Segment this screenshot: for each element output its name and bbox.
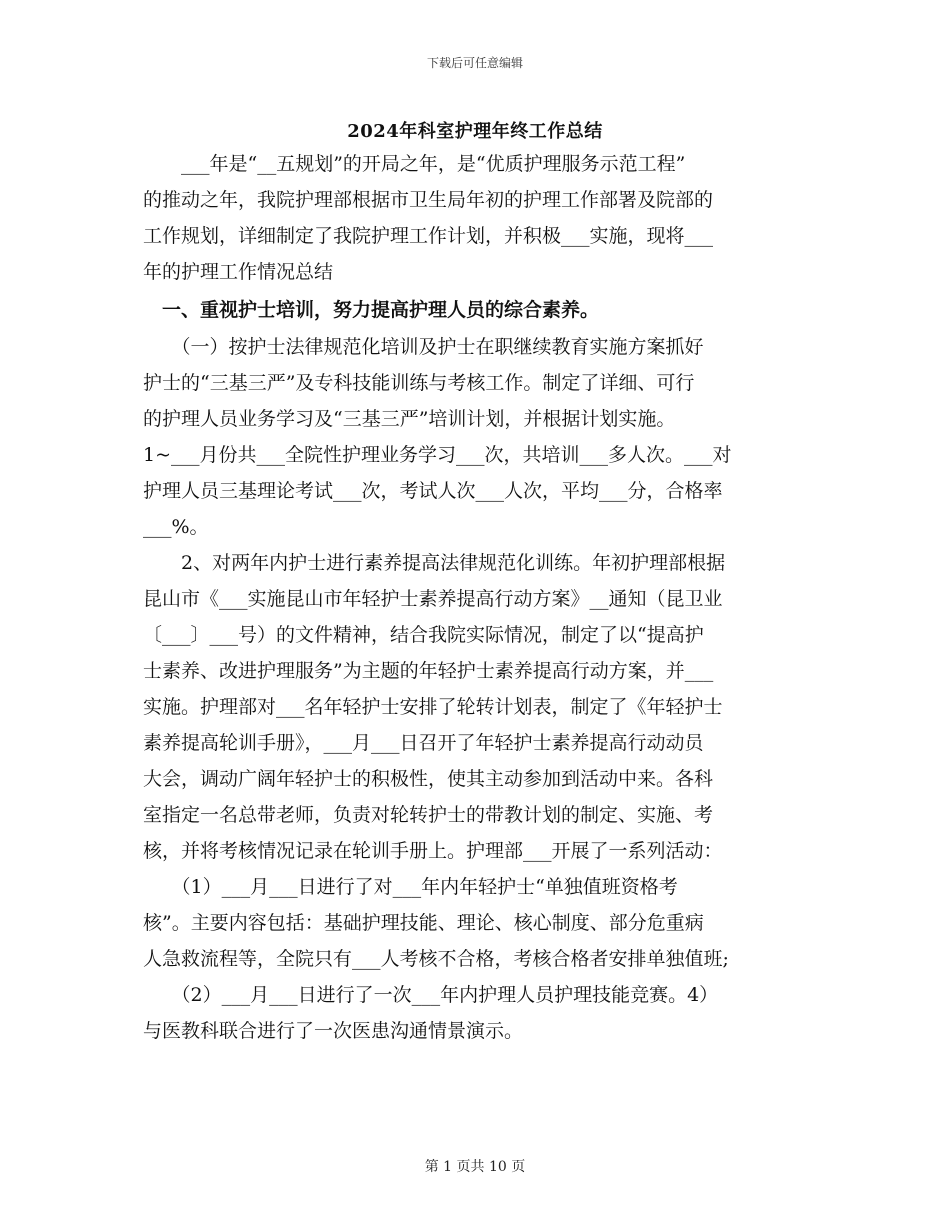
body-line: 核，并将考核情况记录在轮训手册上。护理部___开展了一系列活动： (143, 840, 723, 862)
body-line: 士素养、改进护理服务”为主题的年轻护士素养提高行动方案，并___ (143, 660, 714, 682)
body-line: 护士的“三基三严”及专科技能训练与考核工作。制定了详细、可行 (143, 372, 695, 394)
list-item-1-line: （1）___月___日进行了对___年内年轻护士“单独值班资格考 (143, 876, 678, 898)
body-line: 1~___月份共___全院性护理业务学习___次，共培训___多人次。___对 (143, 444, 732, 466)
header-note: 下载后可任意编辑 (426, 56, 523, 70)
intro-line-3: 工作规划，详细制定了我院护理工作计划，并积极___实施，现将___ (143, 225, 714, 247)
body-line: 室指定一名总带老师，负责对轮转护士的带教计划的制定、实施、考 (143, 804, 714, 826)
document-title: 2024年科室护理年终工作总结 (347, 121, 603, 142)
intro-line-1: ___年是“__五规划”的开局之年，是“优质护理服务示范工程” (143, 153, 686, 175)
list-item-1-line: 核”。主要内容包括：基础护理技能、理论、核心制度、部分危重病 (143, 912, 704, 934)
list-item-1-line: 人急救流程等，全院只有___人考核不合格，考核合格者安排单独值班; (143, 948, 729, 970)
body-line: 昆山市《___实施昆山市年轻护士素养提高行动方案》__通知（昆卫业 (143, 588, 723, 610)
body-line: 的护理人员业务学习及“三基三严”培训计划，并根据计划实施。 (143, 408, 676, 430)
body-line: 实施。护理部对___名年轻护士安排了轮转计划表，制定了《年轻护士 (143, 696, 723, 718)
section-heading-1: 一、重视护士培训，努力提高护理人员的综合素养。 (143, 299, 600, 321)
body-line: （一）按护士法律规范化培训及护士在职继续教育实施方案抓好 (143, 336, 704, 358)
body-line: 〔___〕___号）的文件精神，结合我院实际情况，制定了以“提高护 (143, 624, 704, 646)
page-number-footer: 第 1 页共 10 页 (424, 1159, 526, 1175)
list-item-2-line: 与医教科联合进行了一次医患沟通情景演示。 (143, 1020, 524, 1042)
body-line: 大会，调动广阔年轻护士的积极性，使其主动参加到活动中来。各科 (143, 768, 714, 790)
body-line: 护理人员三基理论考试___次，考试人次___人次，平均___分，合格率 (143, 480, 723, 502)
body-line: 2、对两年内护士进行素养提高法律规范化训练。年初护理部根据 (143, 552, 726, 574)
body-line: 素养提高轮训手册》，___月___日召开了年轻护士素养提高行动动员 (143, 732, 704, 754)
body-line: ___%。 (143, 516, 209, 538)
intro-line-2: 的推动之年，我院护理部根据市卫生局年初的护理工作部署及院部的 (143, 189, 714, 211)
list-item-2-line: （2）___月___日进行了一次___年内护理人员护理技能竞赛。4） (143, 984, 719, 1006)
intro-line-4: 年的护理工作情况总结 (143, 261, 334, 283)
